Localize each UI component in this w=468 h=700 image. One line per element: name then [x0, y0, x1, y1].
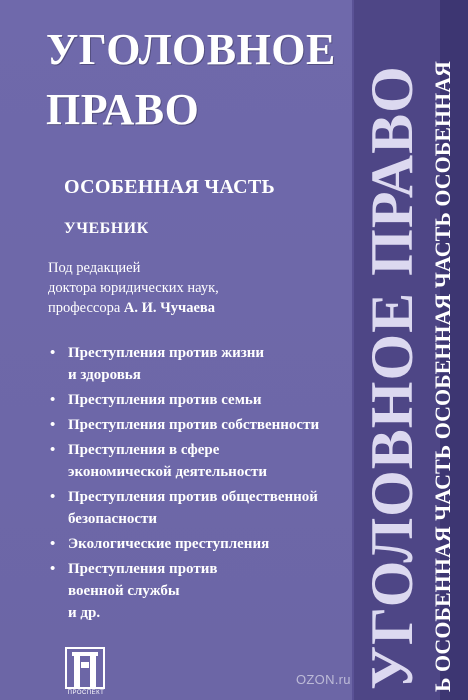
title-line-2: ПРАВО [46, 85, 200, 134]
genre-label: УЧЕБНИК [64, 220, 149, 237]
editor-line-2: доктора юридических наук, [48, 280, 219, 296]
topic-item: • Преступления против жизни и здоровья [48, 342, 358, 386]
publisher-name: ПРОСПЕКТ [67, 690, 105, 696]
editor-block [48, 258, 219, 318]
bullet-icon: • [50, 417, 56, 433]
subtitle: ОСОБЕННАЯ ЧАСТЬ [64, 176, 275, 198]
editor-title: профессора [48, 300, 124, 316]
bullet-icon: • [50, 345, 56, 361]
bullet-icon: • [50, 561, 56, 577]
topic-item: • Преступления против семьи [48, 389, 358, 411]
title-line-1: УГОЛОВНОЕ [46, 25, 336, 74]
topics-tail: и др. [68, 605, 101, 621]
editor-line-3 [48, 298, 219, 318]
bullet-icon: • [50, 536, 56, 552]
topics-list [48, 342, 358, 627]
editor-name: А. И. Чучаева [123, 300, 215, 316]
topic-item: • Преступления в сфере экономической деятельности [48, 439, 358, 483]
topic-item: • Экологические преступления [48, 533, 358, 555]
topic-item: • Преступления против общественной безопасности [48, 486, 358, 530]
bullet-icon: • [50, 392, 56, 408]
publisher-logo-icon [62, 640, 108, 692]
spine-subtitle: Ь ОСОБЕННАЯ ЧАСТЬ ОСОБЕННАЯ ЧАСТЬ ОСОБЕННАЯ [430, 61, 455, 692]
bullet-icon: • [50, 442, 56, 458]
topic-item: • Преступления против собственности [48, 414, 358, 436]
bullet-icon: • [50, 489, 56, 505]
spine-title: УГОЛОВНОЕ ПРАВО [359, 65, 425, 690]
watermark: OZON.ru [296, 672, 351, 687]
topic-item: • Преступления против военной службы и др. [48, 558, 358, 624]
editor-line-1: Под редакцией [48, 260, 141, 276]
